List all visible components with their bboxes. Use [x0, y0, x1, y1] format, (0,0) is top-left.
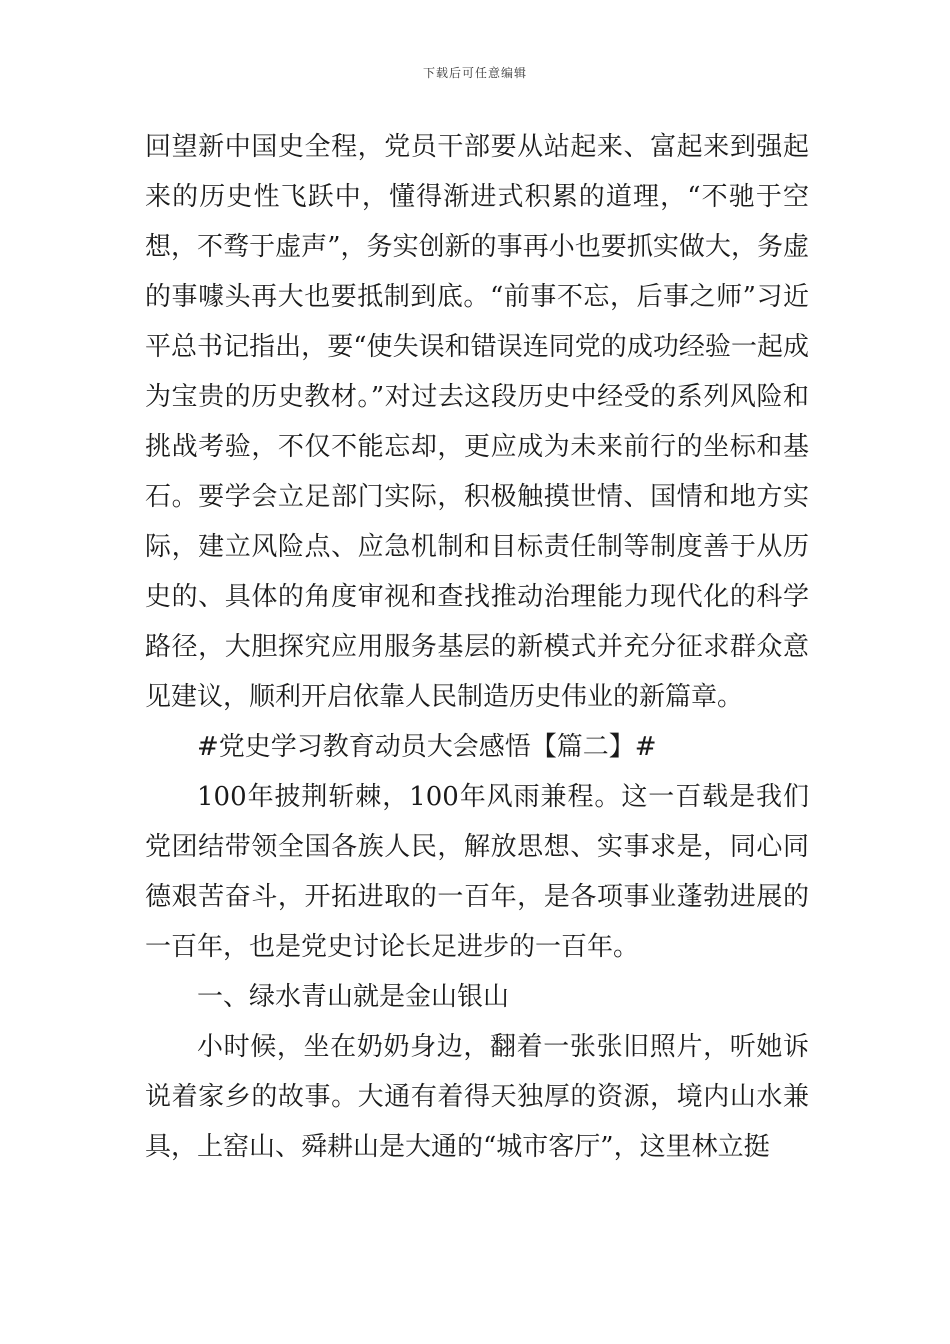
paragraph-history-review: 回望新中国史全程，党员干部要从站起来、富起来到强起来的历史性飞跃中，懂得渐进式积累的道理，“不驰于空想，不骛于虚声”，务实创新的事再小也要抓实做大，务虚的事噱头再大也要抵制到底。“前事不忘，后事之师”习近平总书记指出，要“使失误和错误连同党的成功经验一起成为宝贵的历史教材。”对过去这段历史中经受的系列风险和挑战考验，不仅不能忘却，更应成为未来前行的坐标和基石。要学会立足部门实际，积极触摸世情、国情和地方实际，建立风险点、应急机制和目标责任制等制度善于从历史的、具体的角度审视和查找推动治理能力现代化的科学路径，大胆探究应用服务基层的新模式并充分征求群众意见建议，顺利开启依靠人民制造历史伟业的新篇章。 [145, 132, 809, 712]
page-header: 下载后可任意编辑 [422, 66, 527, 80]
paragraph-childhood-memory: 小时候，坐在奶奶身边，翻着一张张旧照片，听她诉说着家乡的故事。大通有着得天独厚的资源，境内山水兼具，上窑山、舜耕山是大通的“城市客厅”，这里林立挺 [145, 1032, 809, 1162]
section-heading-part-two: #党史学习教育动员大会感悟【篇二】# [197, 732, 657, 762]
paragraph-hundred-years: 100年披荆斩棘，100年风雨兼程。这一百载是我们党团结带领全国各族人民，解放思想、实事求是，同心同德艰苦奋斗，开拓进取的一百年，是各项事业蓬勃进展的一百年，也是党史讨论长足进步的一百年。 [145, 782, 809, 962]
subheading-green-mountains: 一、绿水青山就是金山银山 [197, 982, 510, 1012]
document-body [145, 122, 809, 1172]
